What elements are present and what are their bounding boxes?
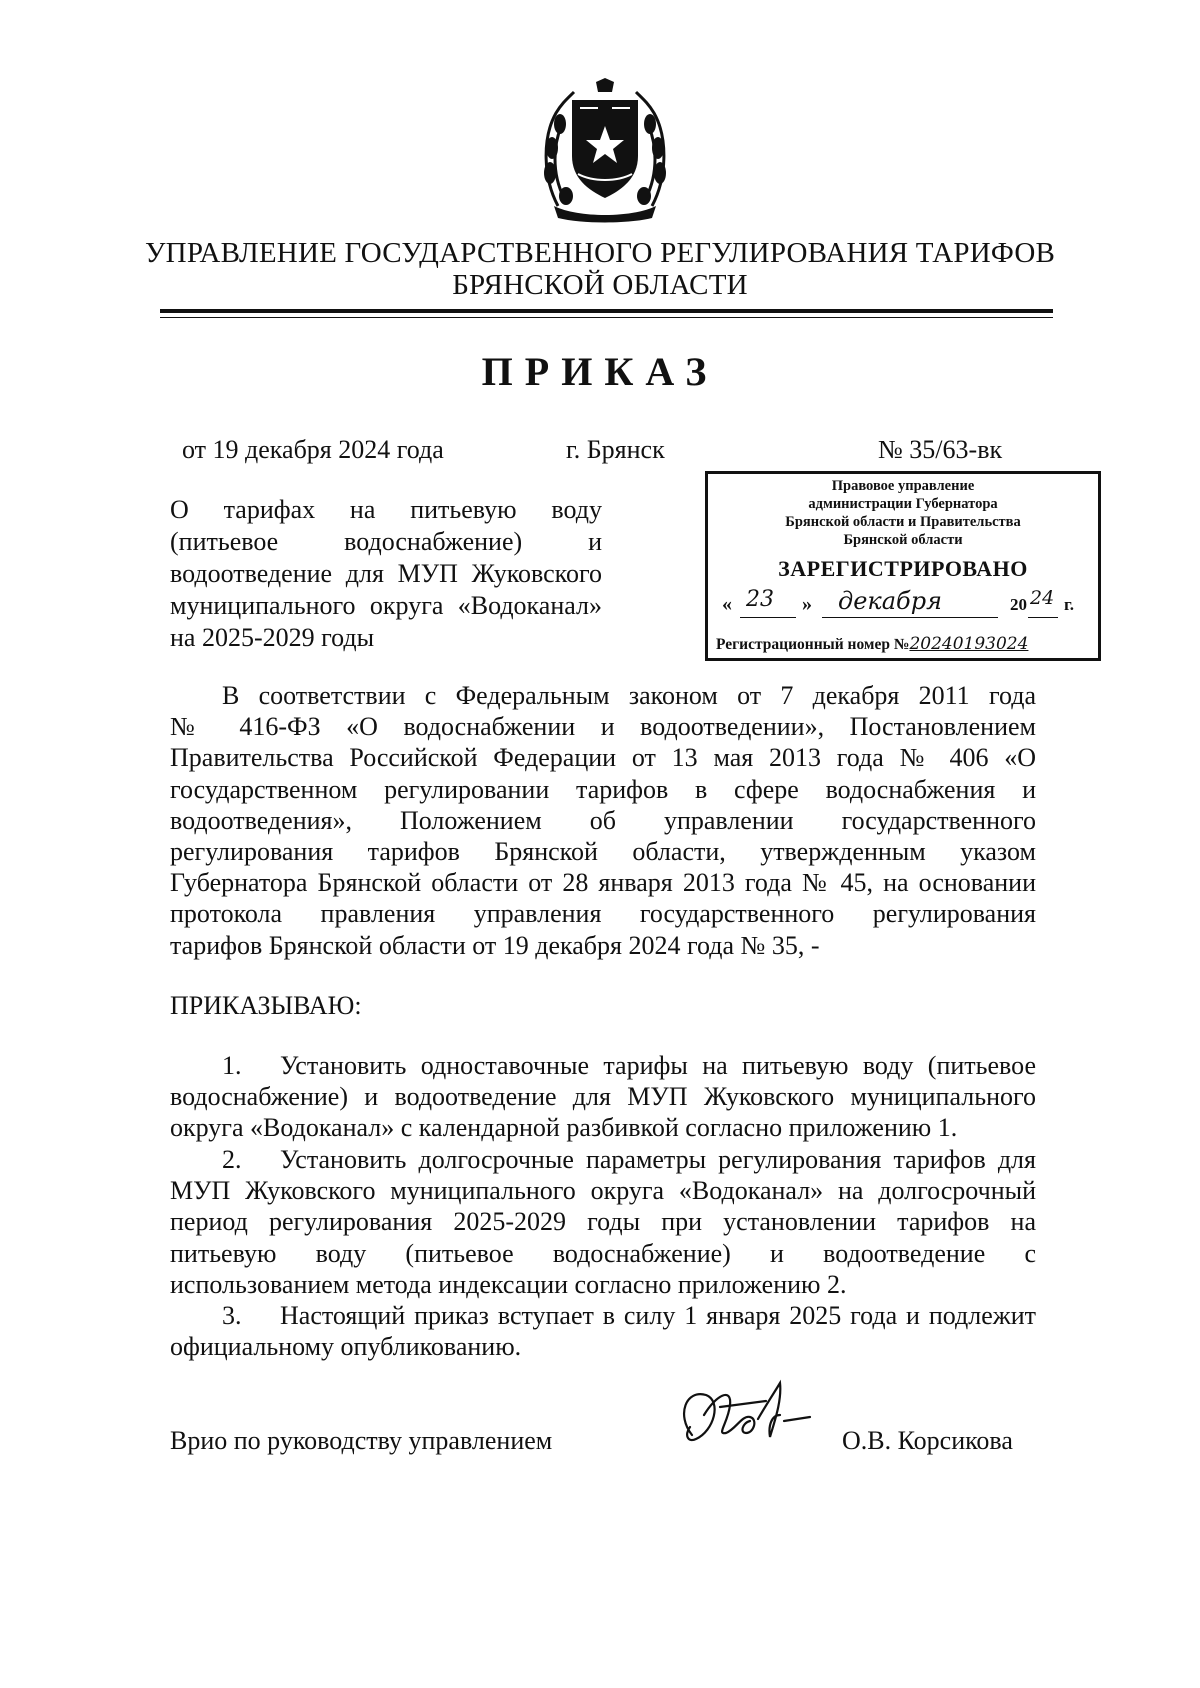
body-line: тарифов Брянской области от 19 декабря 2024 года № 35, - <box>170 930 820 960</box>
stamp-line: Брянской области <box>843 532 963 548</box>
stamp-line: администрации Губернатора <box>808 496 998 512</box>
order-item-2 <box>170 1144 1036 1300</box>
document-number: № 35/63-вк <box>878 435 1003 464</box>
order-item-3 <box>170 1300 1036 1362</box>
order-heading: ПРИКАЗЫВАЮ: <box>170 991 362 1020</box>
document-title: ПРИКАЗ <box>481 349 719 394</box>
body-line: протокола правления управления государственного регулирования <box>170 899 1036 929</box>
subject-line: муниципального округа «Водоканал» <box>170 591 602 620</box>
document-city: г. Брянск <box>566 435 665 464</box>
stamp-registered-label: ЗАРЕГИСТРИРОВАНО <box>778 556 1028 581</box>
header-divider-thick <box>160 309 1053 313</box>
item-line: использованием метода индексации согласно приложению 2. <box>170 1269 847 1299</box>
subject-line: водоотведение для МУП Жуковского <box>170 559 602 588</box>
body-line: государственном регулировании тарифов в сфере водоснабжения и <box>170 774 1036 804</box>
item-line: Установить одноставочные тарифы на питьевую воду (питьевое <box>280 1051 1036 1080</box>
stamp-date-row: « 23 » декабря 20 24 г. <box>722 591 1092 625</box>
signer-position: Врио по руководству управлением <box>170 1426 553 1455</box>
organization-name-line1: УПРАВЛЕНИЕ ГОСУДАРСТВЕННОГО РЕГУЛИРОВАНИЯ ТАРИФОВ <box>144 237 1056 269</box>
stamp-registration-label: Регистрационный номер № <box>716 636 910 653</box>
handwritten-signature <box>670 1375 830 1470</box>
stamp-day: 23 <box>746 587 774 612</box>
item-number: 1. <box>222 1051 242 1080</box>
body-line: Правительства Российской Федерации от 13 мая 2013 года № 406 «О <box>170 743 1036 773</box>
document-subject <box>170 494 602 654</box>
stamp-registration-number-row <box>716 634 1028 654</box>
stamp-year-suffix: 24 <box>1030 587 1055 609</box>
stamp-year-end: г. <box>1064 595 1075 614</box>
body-line: Губернатора Брянской области от 28 января 2013 года № 45, на основании <box>170 868 1036 898</box>
subject-line: (питьевое водоснабжение) и <box>170 527 602 556</box>
stamp-line: Правовое управление <box>831 478 975 494</box>
signer-name: О.В. Корсикова <box>842 1426 1013 1455</box>
item-line: Настоящий приказ вступает в силу 1 января 2025 года и подлежит <box>280 1301 1036 1330</box>
item-line: МУП Жуковского муниципального округа «Водоканал» на долгосрочный <box>170 1176 1036 1206</box>
body-line: № 416-ФЗ «О водоснабжении и водоотведении», Постановлением <box>170 712 1036 742</box>
item-line: водоснабжение) и водоотведение для МУП Жуковского муниципального <box>170 1082 1036 1112</box>
stamp-line: Брянской области и Правительства <box>785 514 1021 530</box>
item-number: 3. <box>222 1301 242 1330</box>
document-date: от 19 декабря 2024 года <box>182 435 444 464</box>
item-line: период регулирования 2025-2029 годы при установлении тарифов на <box>170 1207 1036 1237</box>
subject-line: О тарифах на питьевую воду <box>170 495 602 524</box>
order-item-1 <box>170 1050 1036 1144</box>
stamp-month: декабря <box>838 587 942 615</box>
stamp-year-prefix: 20 <box>1010 595 1027 614</box>
organization-name-line2: БРЯНСКОЙ ОБЛАСТИ <box>452 269 748 301</box>
registration-stamp <box>705 471 1101 661</box>
item-line: питьевую воду (питьевое водоснабжение) и водоотведение с <box>170 1238 1036 1268</box>
coat-of-arms-emblem <box>538 78 672 224</box>
item-line: Установить долгосрочные параметры регулирования тарифов для <box>280 1145 1036 1174</box>
item-line: округа «Водоканал» с календарной разбивкой согласно приложению 1. <box>170 1113 958 1143</box>
item-line: официальному опубликованию. <box>170 1332 522 1362</box>
item-number: 2. <box>222 1145 242 1174</box>
stamp-registration-number: 20240193024 <box>909 634 1029 654</box>
body-line: регулирования тарифов Брянской области, утвержденным указом <box>170 837 1036 867</box>
subject-line: на 2025-2029 годы <box>170 623 375 652</box>
header-divider-thin <box>160 317 1053 318</box>
body-line: В соответствии с Федеральным законом от 7 декабря 2011 года <box>222 681 1036 710</box>
body-line: водоотведения», Положением об управлении государственного <box>170 805 1036 835</box>
preamble-paragraph <box>170 680 1036 961</box>
